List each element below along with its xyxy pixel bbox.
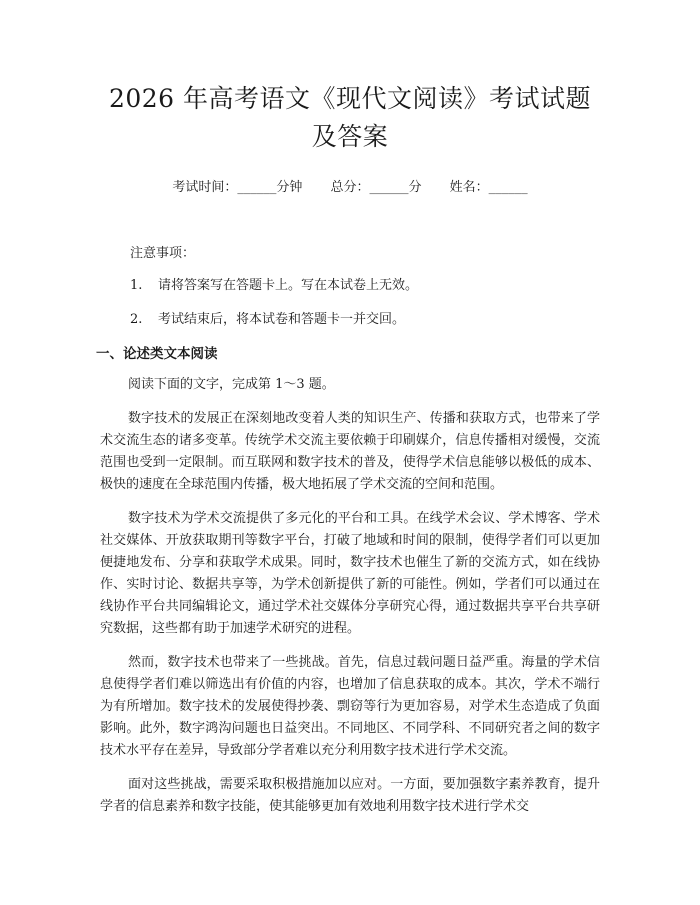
- notice-title: 注意事项：: [130, 246, 196, 261]
- passage-paragraph: 面对这些挑战，需要采取积极措施加以应对。一方面，要加强数字素养教育，提升学者的信息素养和数字技能，使其能够更加有效地利用数字技术进行学术交: [100, 777, 600, 814]
- notice-item-text: 请将答案写在答题卡上。写在本试卷上无效。: [158, 278, 419, 293]
- exam-meta: [100, 178, 600, 198]
- notice-list: [100, 276, 600, 330]
- section-heading: 一、论述类文本阅读: [96, 346, 218, 362]
- document-title: 2026 年高考语文《现代文阅读》考试试题及答案: [108, 84, 592, 151]
- notice-item-text: 考试结束后，将本试卷和答题卡一并交回。: [158, 312, 406, 327]
- notice-item: [130, 276, 600, 296]
- total-score-field: 总分：______分: [330, 180, 422, 195]
- passage-paragraph: 然而，数字技术也带来了一些挑战。首先，信息过载问题日益严重。海量的学术信息使得学者们难以筛选出有价值的内容，也增加了信息获取的成本。其次，学术不端行为有所增加。数字技术的发展使得抄袭、剽窃等行为更加容易，对学术生态造成了负面影响。此外，数字鸿沟问题也日益突出。不同地区、不同学科、不同研究者之间的数字技术水平存在差异，导致部分学者难以充分利用数字技术进行学术交流。: [100, 655, 600, 758]
- passage-paragraph: 数字技术为学术交流提供了多元化的平台和工具。在线学术会议、学术博客、学术社交媒体、开放获取期刊等数字平台，打破了地域和时间的限制，使得学者们可以更加便捷地发布、分享和获取学术成果。同时，数字技术也催生了新的交流方式，如在线协作、实时讨论、数据共享等，为学术创新提供了新的可能性。例如，学者们可以通过在线协作平台共同编辑论文，通过学术社交媒体分享研究心得，通过数据共享平台共享研究数据，这些都有助于加速学术研究的进程。: [100, 511, 600, 636]
- name-field: 姓名：______: [449, 180, 528, 195]
- reading-instruction: 阅读下面的文字，完成第 1～3 题。: [128, 377, 335, 392]
- notice-item-number: 2.: [130, 312, 143, 327]
- notice-item-number: 1.: [130, 278, 143, 293]
- passage-paragraph: 数字技术的发展正在深刻地改变着人类的知识生产、传播和获取方式，也带来了学术交流生态的诸多变革。传统学术交流主要依赖于印刷媒介，信息传播相对缓慢，交流范围也受到一定限制。而互联网和数字技术的普及，使得学术信息能够以极低的成本、极快的速度在全球范围内传播，极大地拓展了学术交流的空间和范围。: [100, 411, 600, 492]
- exam-time-field: 考试时间：______分钟: [172, 180, 303, 195]
- notice-item: [130, 310, 600, 330]
